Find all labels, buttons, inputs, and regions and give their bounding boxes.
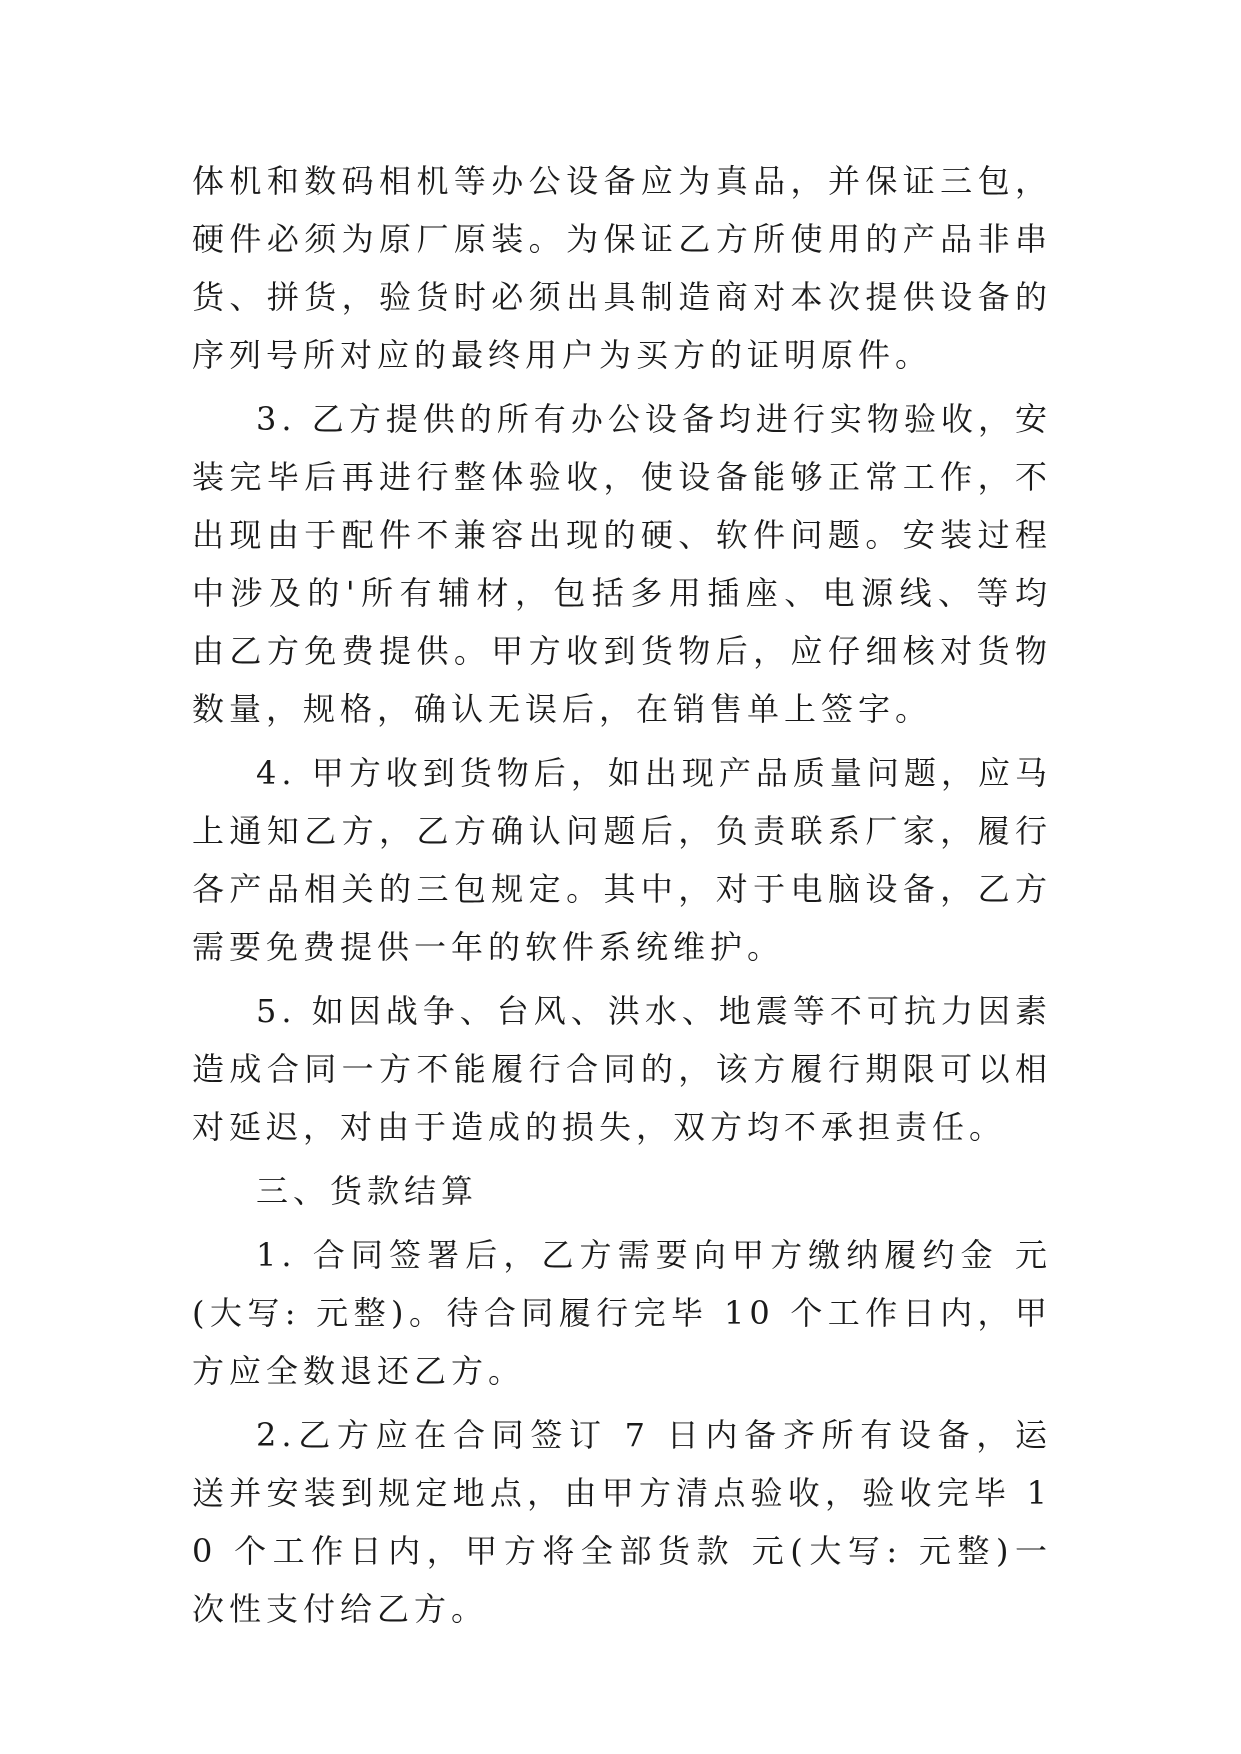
paragraph-equipment-authenticity: 体机和数码相机等办公设备应为真品，并保证三包，硬件必须为原厂原装。为保证乙方所使用的产品非串货、拼货，验货时必须出具制造商对本次提供设备的序列号所对应的最终用户为买方的证明原件。 xyxy=(192,162,1052,374)
paragraph-payment-1-deposit: 1. 合同签署后，乙方需要向甲方缴纳履约金 元(大写: 元整)。待合同履行完毕 10 个工作日内，甲方应全数退还乙方。 xyxy=(192,1236,1052,1390)
paragraph-clause-3-acceptance: 3. 乙方提供的所有办公设备均进行实物验收，安装完毕后再进行整体验收，使设备能够正常工作，不出现由于配件不兼容出现的硬、软件问题。安装过程中涉及的'所有辅材，包括多用插座、电源线、等均由乙方免费提供。甲方收到货物后，应仔细核对货物数量，规格，确认无误后，在销售单上签字。 xyxy=(192,400,1052,728)
section-heading-payment: 三、货款结算 xyxy=(256,1172,479,1210)
paragraph-payment-2-settlement: 2.乙方应在合同签订 7 日内备齐所有设备，运送并安装到规定地点，由甲方清点验收，验收完毕 10 个工作日内，甲方将全部货款 元(大写: 元整)一次性支付给乙方。 xyxy=(192,1416,1052,1628)
contract-body xyxy=(192,152,1052,1644)
paragraph-clause-4-quality: 4. 甲方收到货物后，如出现产品质量问题，应马上通知乙方，乙方确认问题后，负责联系厂家，履行各产品相关的三包规定。其中，对于电脑设备，乙方需要免费提供一年的软件系统维护。 xyxy=(192,754,1052,966)
paragraph-clause-5-force-majeure: 5. 如因战争、台风、洪水、地震等不可抗力因素造成合同一方不能履行合同的，该方履行期限可以相对延迟，对由于造成的损失，双方均不承担责任。 xyxy=(192,992,1052,1146)
